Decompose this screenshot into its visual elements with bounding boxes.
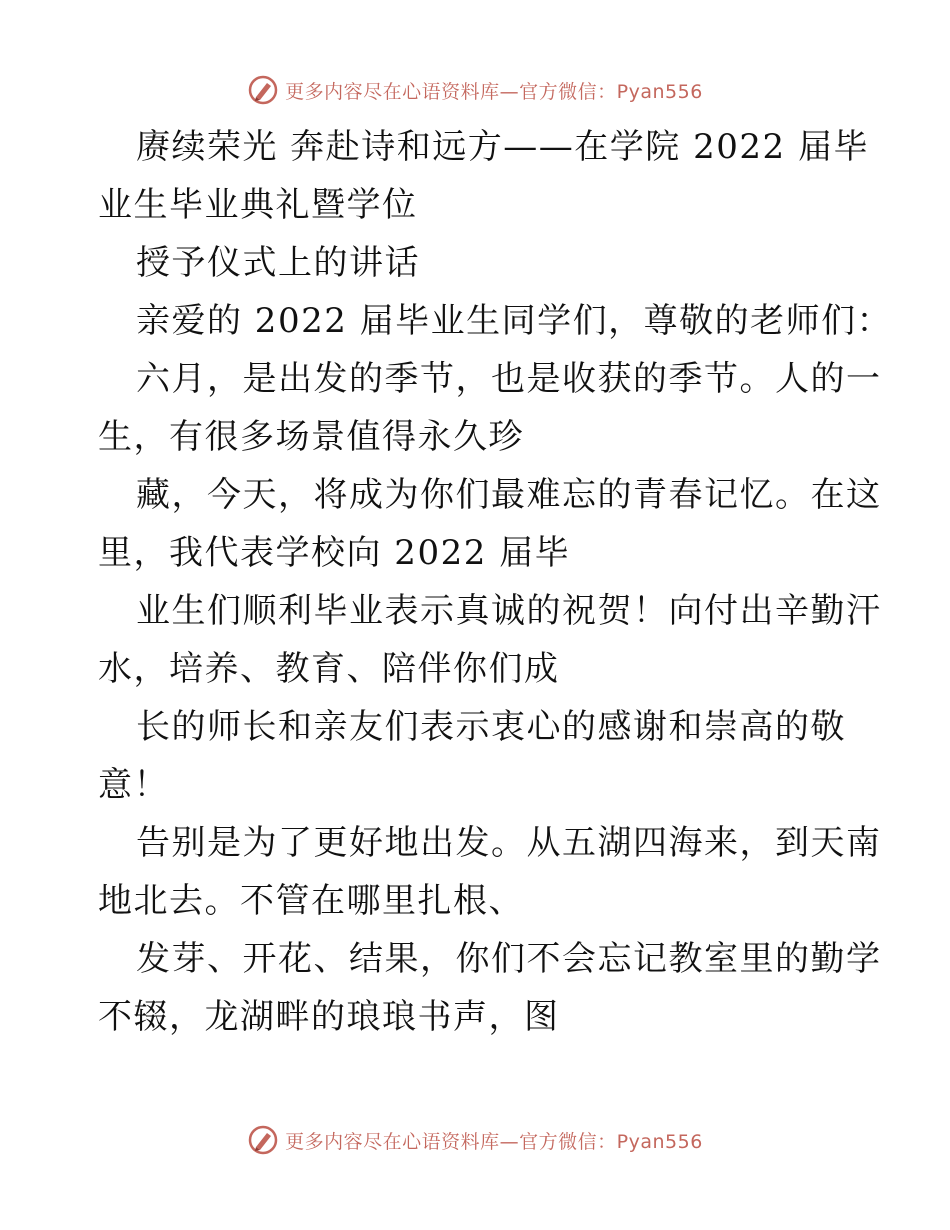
pen-logo-icon	[247, 74, 279, 106]
text-line: 亲爱的 2022 届毕业生同学们，尊敬的老师们：	[136, 301, 893, 341]
text-line: 意！	[98, 765, 169, 805]
pen-logo-icon	[247, 1124, 279, 1156]
text-line: 地北去。不管在哪里扎根、	[98, 881, 524, 921]
header-watermark	[0, 70, 950, 110]
text-line: 六月，是出发的季节，也是收获的季节。人的一	[136, 359, 882, 399]
watermark-text: 更多内容尽在心语资料库—官方微信：Pyan556	[285, 80, 703, 103]
text-line: 授予仪式上的讲话	[136, 243, 420, 283]
text-line: 里，我代表学校向 2022 届毕	[98, 533, 571, 573]
text-line: 生，有很多场景值得永久珍	[98, 417, 524, 457]
text-line: 业生毕业典礼暨学位	[98, 185, 418, 225]
text-line: 告别是为了更好地出发。从五湖四海来，到天南	[136, 823, 882, 863]
text-line: 不辍，龙湖畔的琅琅书声，图	[98, 997, 560, 1037]
text-line: 赓续荣光 奔赴诗和远方——在学院 2022 届毕	[136, 127, 869, 167]
footer-watermark	[0, 1120, 950, 1160]
text-line: 水，培养、教育、陪伴你们成	[98, 649, 560, 689]
document-body	[98, 118, 893, 1046]
watermark-text: 更多内容尽在心语资料库—官方微信：Pyan556	[285, 1130, 703, 1153]
text-line: 业生们顺利毕业表示真诚的祝贺！向付出辛勤汗	[136, 591, 882, 631]
text-line: 长的师长和亲友们表示衷心的感谢和崇高的敬	[136, 707, 846, 747]
text-line: 发芽、开花、结果，你们不会忘记教室里的勤学	[136, 939, 882, 979]
text-line: 藏，今天，将成为你们最难忘的青春记忆。在这	[136, 475, 882, 515]
